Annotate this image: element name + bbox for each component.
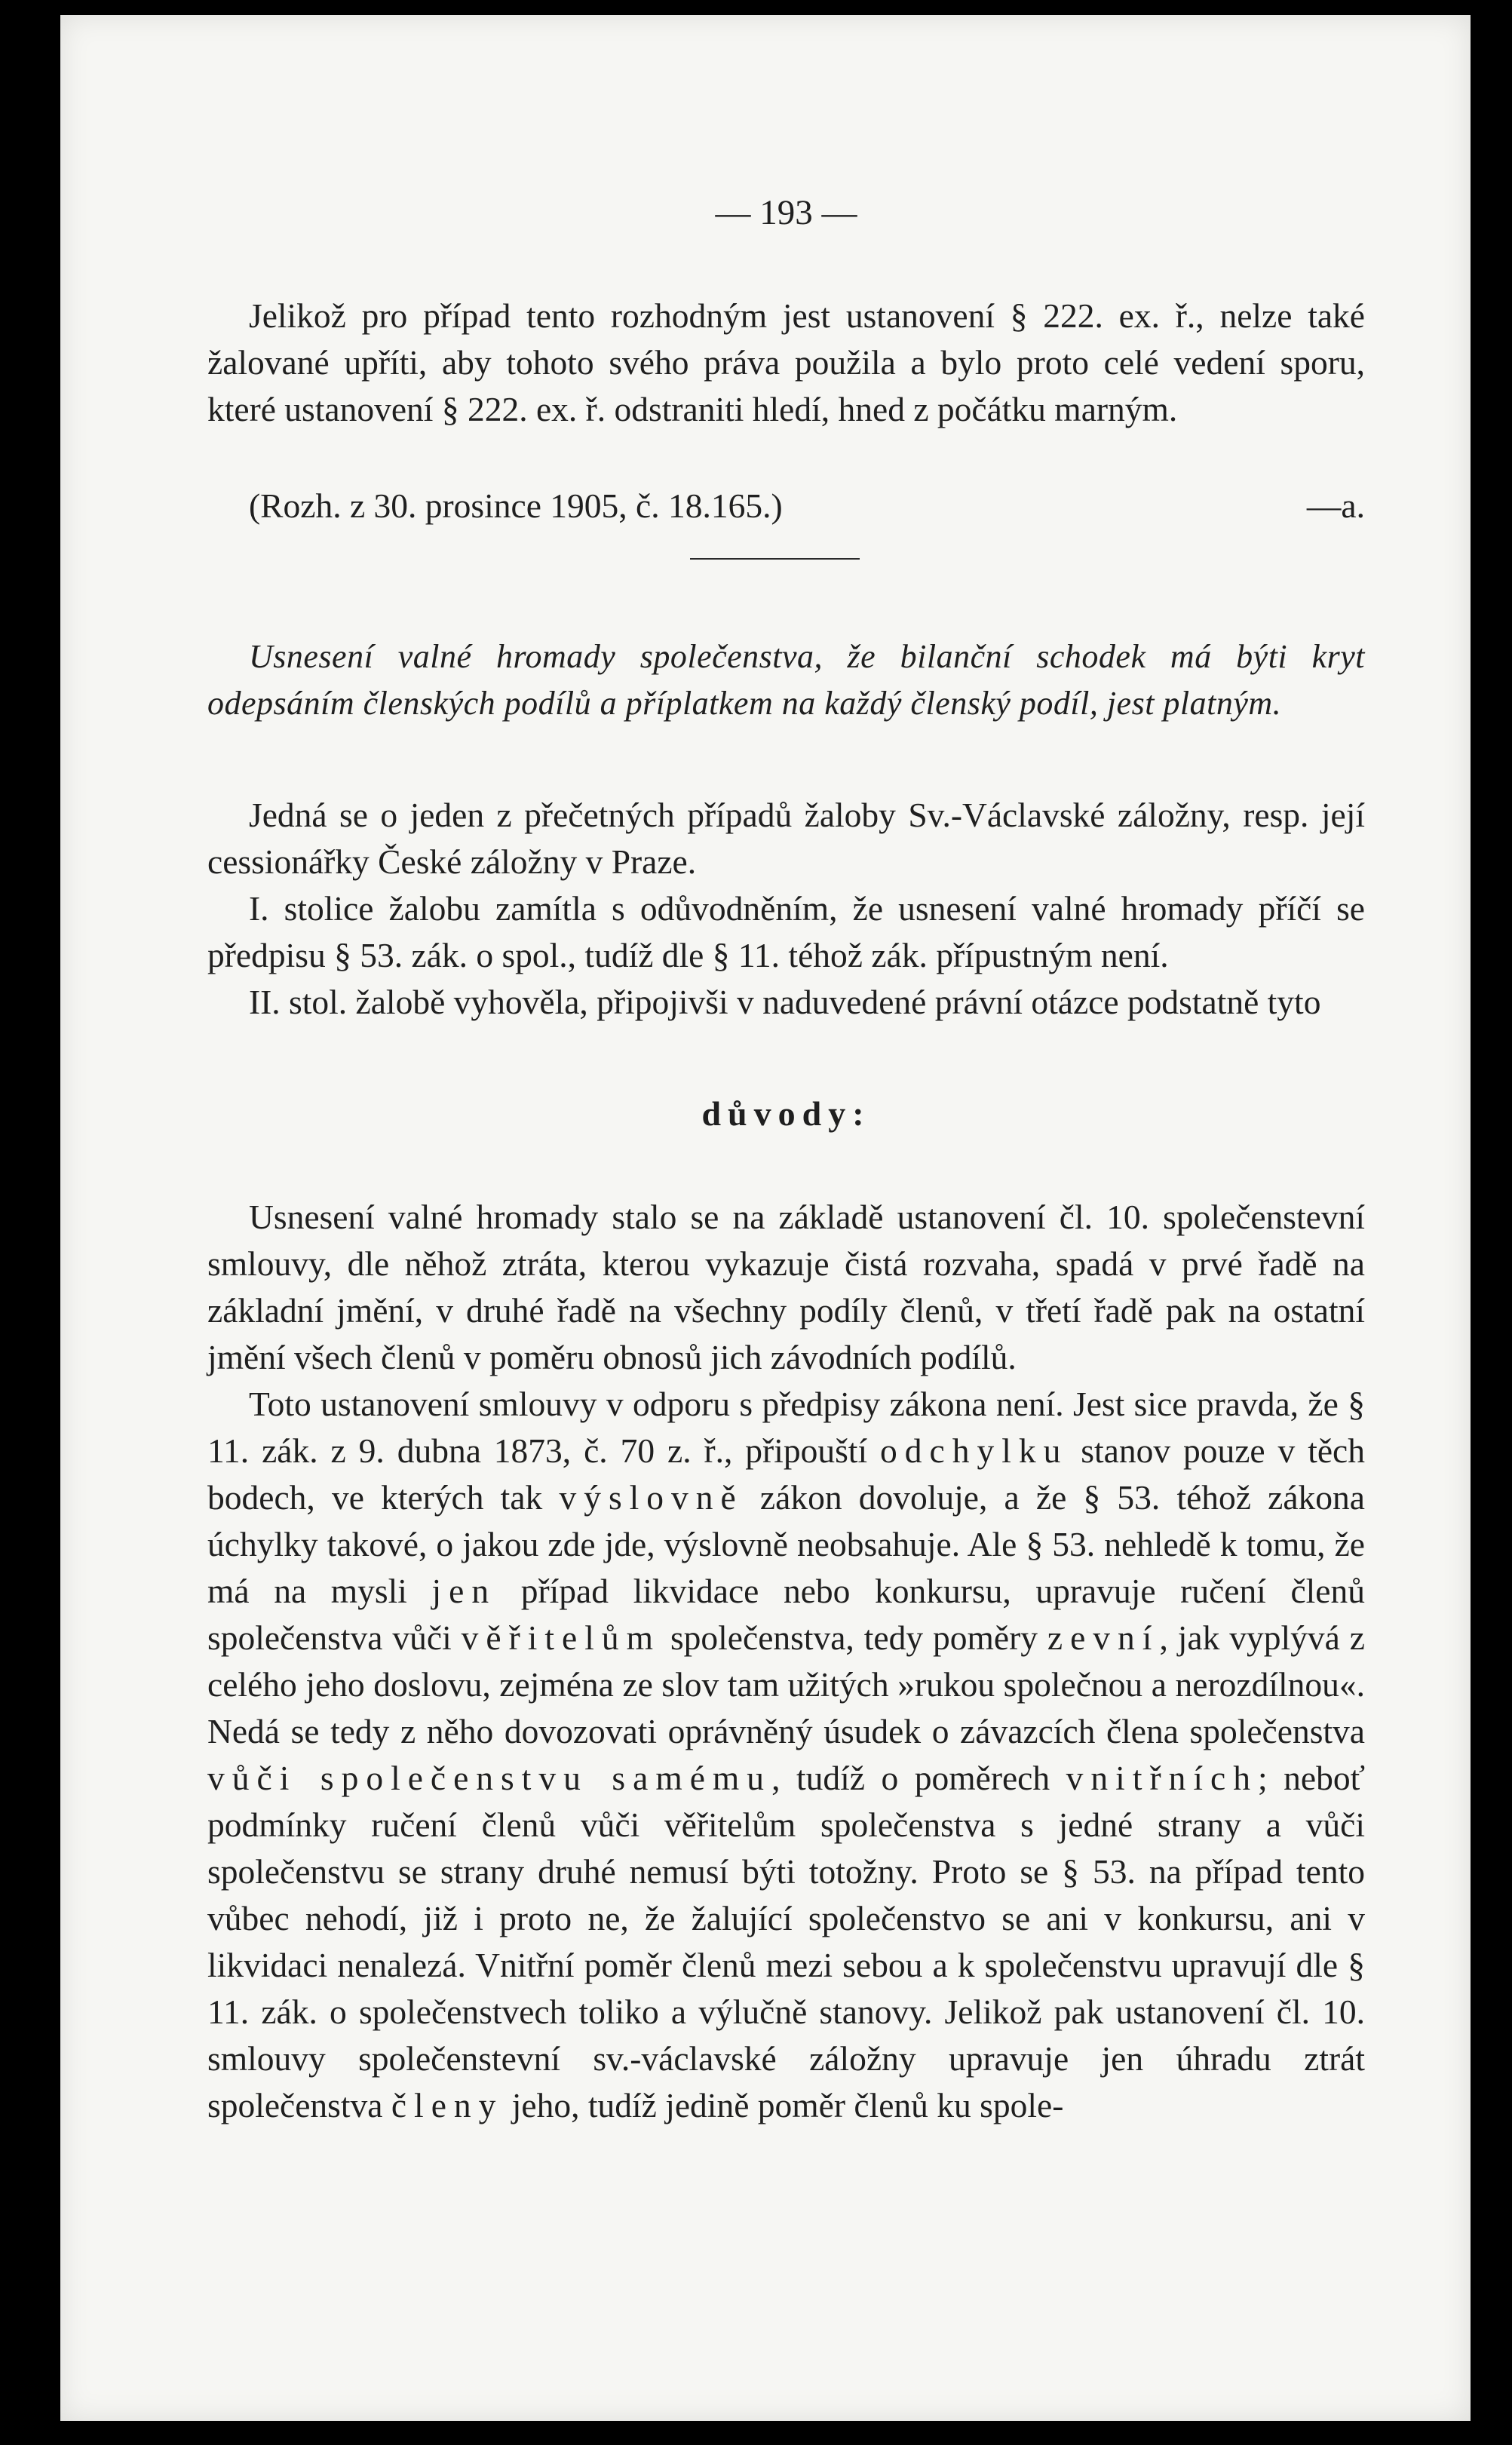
p6-text-4: případ likvidace nebo konkursu, upravuje ručení členů společenstva vůči [207, 1572, 1365, 1657]
p6-spaced-6: vůči společenstvu samému [207, 1759, 772, 1797]
p6-text-1: Toto ustanovení smlouvy v odporu s předpisy zákona není. Jest sice pravda, že § 11. zák. z 9. dubna 1873, č. 70 z. ř., připouští [207, 1385, 1365, 1470]
reasons-block [207, 1194, 1365, 2129]
paragraph-4: II. stol. žalobě vyhověla, připojivši v naduvedené právní otázce podstatně tyto [249, 983, 1321, 1021]
p6-text-9: jeho, tudíž jedině poměr členů ku spole- [503, 2086, 1064, 2124]
paragraph-2: Jedná se o jeden z přečetných případů žaloby Sv.-Václavské záložny, resp. její cessionářky České záložny v Praze. [207, 796, 1365, 881]
p6-spaced-4: věřitelům [461, 1618, 661, 1657]
opening-block [207, 293, 1365, 433]
p6-text-3: zákon dovoluje, a že § 53. téhož zákona úchylky takové, o jakou zde jde, výslovně neobsahuje. Ale § 53. nehledě k tomu, že má na mysli [207, 1478, 1365, 1610]
author-signature: —a. [1306, 486, 1365, 525]
section-separator [690, 558, 860, 560]
case-facts-block [207, 792, 1365, 1026]
book-page [60, 15, 1471, 2421]
citation-text: (Rozh. z 30. prosince 1905, č. 18.165.) [249, 486, 783, 525]
page-number: — 193 — [715, 193, 857, 232]
p6-spaced-2: výslovně [559, 1478, 744, 1517]
p6-text-5: společenstva, tedy poměry [661, 1618, 1047, 1657]
reasons-title: důvody: [701, 1094, 871, 1133]
p6-spaced-1: odchylku [880, 1431, 1069, 1470]
case-heading: Usnesení valné hromady společenstva, že bilanční schodek má býti kryt odepsáním členských podílů a příplatkem na každý členský podíl, jest platným. [207, 638, 1365, 722]
p6-text-7: , tudíž o poměrech [771, 1759, 1066, 1797]
decision-citation [249, 483, 1365, 529]
paragraph-5: Usnesení valné hromady stalo se na základě ustanovení čl. 10. společenstevní smlouvy, dle něhož ztráta, kterou vykazuje čistá rozvaha, spadá v prvé řadě na základní jmění, v druhé řadě na všechny podíly členů, v třetí řadě pak na ostatní jmění všech členů v poměru obnosů jich závodních podílů. [207, 1198, 1365, 1376]
paragraph-1: Jelikož pro případ tento rozhodným jest ustanovení § 222. ex. ř., nelze také žalované upříti, aby tohoto svého práva použila a bylo proto celé vedení sporu, které ustanovení § 222. ex. ř. odstraniti hledí, hned z počátku marným. [207, 296, 1365, 428]
paragraph-3: I. stolice žalobu zamítla s odůvodněním, že usnesení valné hromady příčí se předpisu § 53. zák. o spol., tudíž dle § 11. téhož zák. přípustným není. [207, 889, 1365, 974]
p6-text-8: ; neboť podmínky ručení členů vůči věřitelům společenstva s jedné strany a vůči společenstvu se strany druhé nemusí býti totožny. Proto se § 53. na případ tento vůbec nehodí, již i proto ne, že žalující společenstvo se ani v konkursu, ani v likvidaci nenalezá. Vnitřní poměr členů mezi sebou a k společenstvu upravují dle § 11. zák. o společenstvech toliko a výlučně stanovy. Jelikož pak ustanovení čl. 10. smlouvy společenstevní sv.-václavské záložny upravuje jen úhradu ztrát společenstva [207, 1759, 1366, 2124]
p6-spaced-3: jen [431, 1572, 497, 1610]
p6-spaced-5: zevní [1047, 1618, 1160, 1657]
p6-spaced-7: vnitřních [1066, 1759, 1258, 1797]
p6-spaced-8: členy [391, 2086, 504, 2124]
p6-text-2: stanov pouze v těch bodech, ve kterých tak [207, 1431, 1365, 1517]
paragraph-6 [207, 1381, 1365, 2129]
p6-text-6: , jak vyplývá z celého jeho doslovu, zejména ze slov tam užitých »rukou společnou a nerozdílnou«. Nedá se tedy z něho dovozovati oprávněný úsudek o závazcích člena společenstva [207, 1618, 1365, 1750]
